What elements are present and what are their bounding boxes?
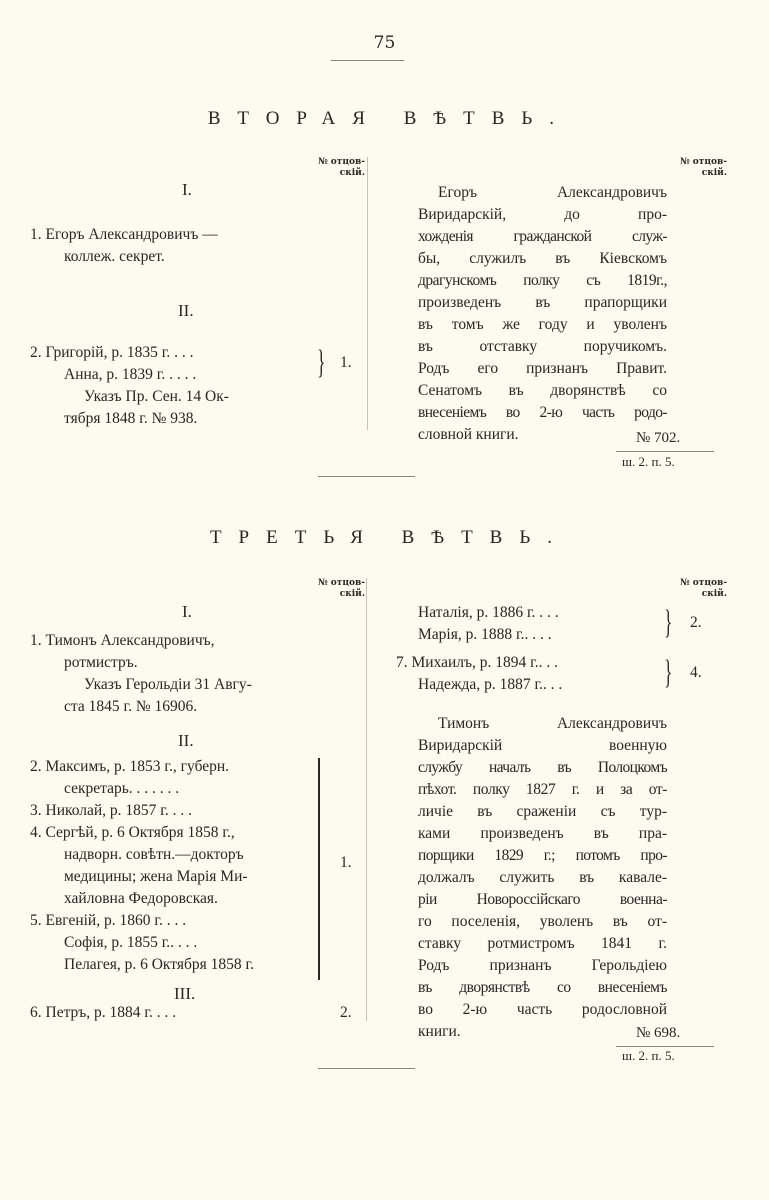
column-divider — [367, 157, 368, 430]
entry-line: 2. Григорій, р. 1835 г. . . . — [30, 344, 194, 361]
entry-line: надворн. совѣтн.—докторъ — [64, 846, 244, 863]
column-header-line: № отцов- — [679, 157, 727, 167]
entry-line: коллеж. секрет. — [64, 248, 165, 265]
paragraph-line: въ отставку поручикомъ. — [418, 338, 667, 355]
generation-heading: II. — [178, 301, 194, 320]
paragraph-line: хожденія гражданской служ- — [418, 228, 667, 245]
entry-line: медицины; жена Марія Ми- — [64, 868, 248, 885]
brace-icon: } — [317, 344, 326, 381]
section-title-second-branch: ВТОРАЯ ВѢТВЬ. — [207, 108, 572, 129]
entry-line: ротмистръ. — [64, 654, 138, 671]
paragraph-line: словной книги. — [418, 426, 519, 443]
section-divider — [318, 476, 415, 477]
entry-line: 6. Петръ, р. 1884 г. . . . — [30, 1004, 177, 1021]
entry-line: хайловна Федоровская. — [64, 890, 218, 907]
column-header-right — [655, 578, 727, 600]
biography-paragraph — [418, 713, 667, 1043]
father-number: 2. — [340, 1004, 352, 1021]
father-number: 4. — [690, 664, 702, 681]
paragraph-line: въ томъ же году и уволенъ — [418, 316, 667, 333]
column-header-line: скій. — [701, 168, 727, 178]
paragraph-line: го поселенія, уволенъ въ от- — [418, 913, 667, 930]
generation-heading: III. — [174, 984, 196, 1003]
paragraph-line: драгунскомъ полку съ 1819г., — [418, 272, 667, 289]
column-header-line: № отцов- — [679, 578, 727, 588]
paragraph-line: личіе въ сраженіи съ тур- — [418, 803, 667, 820]
paragraph-line: ріи Новороссійскаго военна- — [418, 891, 667, 908]
generation-heading: I. — [182, 602, 192, 621]
page-number-rule — [331, 60, 404, 61]
paragraph-line: во 2-ю часть родословной — [418, 1001, 667, 1018]
father-number: 2. — [690, 614, 702, 631]
paragraph-line: бы, служилъ въ Кіевскомъ — [418, 250, 667, 267]
entry-line: 5. Евгеній, р. 1860 г. . . . — [30, 912, 187, 929]
paragraph-line: Егоръ Александровичъ — [438, 184, 667, 201]
entry-line: Анна, р. 1839 г. . . . . — [64, 366, 197, 383]
reference-number: № 698. — [636, 1025, 681, 1041]
brace-icon: } — [664, 604, 673, 641]
entry-line: 2. Максимъ, р. 1853 г., губерн. — [30, 758, 230, 775]
column-header-left — [300, 578, 365, 600]
entry-line: 1. Егоръ Александровичъ — — [30, 226, 218, 243]
reference-location: ш. 2. п. 5. — [622, 1048, 675, 1063]
paragraph-line: Родъ признанъ Герольдіею — [418, 957, 667, 974]
reference-rule — [616, 451, 714, 452]
father-number: 1. — [340, 854, 352, 871]
paragraph-line: ставку ротмистромъ 1841 г. — [418, 935, 667, 952]
paragraph-line: произведенъ въ прапорщики — [418, 294, 667, 311]
page-number: 75 — [373, 33, 396, 53]
decree-line: тября 1848 г. № 938. — [64, 410, 198, 427]
entry-line: Пелагея, р. 6 Октября 1858 г. — [64, 956, 254, 973]
column-header-right — [655, 157, 727, 179]
column-header-line: скій. — [701, 589, 727, 599]
column-header-left — [300, 157, 365, 179]
section-title-third-branch: ТРЕТЬЯ ВѢТВЬ. — [209, 527, 570, 548]
column-header-line: № отцов- — [317, 157, 365, 167]
entry-line: 4. Сергѣй, р. 6 Октября 1858 г., — [30, 824, 235, 841]
entry-line: 7. Михаилъ, р. 1894 г.. . . — [396, 654, 559, 671]
reference-number: № 702. — [636, 430, 681, 446]
entry-line: Софія, р. 1855 г.. . . . — [64, 934, 198, 951]
column-header-line: № отцов- — [317, 578, 365, 588]
paragraph-line: Виридарскій военную — [418, 737, 667, 754]
paragraph-line: Сенатомъ въ дворянствѣ со — [418, 382, 667, 399]
paragraph-line: книги. — [418, 1023, 461, 1040]
paragraph-line: въ дворянствѣ со внесеніемъ — [418, 979, 667, 996]
generation-heading: I. — [182, 180, 192, 199]
generation-heading: II. — [178, 731, 194, 750]
entry-line: Марія, р. 1888 г.. . . . — [418, 626, 552, 643]
brace-icon: } — [664, 654, 673, 691]
paragraph-line: пѣхот. полку 1827 г. и за от- — [418, 781, 667, 798]
paragraph-line: Родъ его признанъ Правит. — [418, 360, 667, 377]
reference-rule — [616, 1046, 714, 1047]
decree-line: Указъ Пр. Сен. 14 Ок- — [84, 388, 229, 405]
paragraph-line: ками произведенъ въ пра- — [418, 825, 667, 842]
brace-icon — [318, 758, 320, 980]
generation-entries — [30, 756, 254, 976]
paragraph-line: Тимонъ Александровичъ — [438, 715, 667, 732]
reference-location: ш. 2. п. 5. — [622, 454, 675, 469]
paragraph-line: внесеніемъ во 2-ю часть родо- — [418, 404, 667, 421]
column-header-line: скій. — [339, 589, 365, 599]
column-header-line: скій. — [339, 168, 365, 178]
father-number: 1. — [340, 354, 352, 371]
entry-line: Наталія, р. 1886 г. . . . — [418, 604, 559, 621]
decree-line: ста 1845 г. № 16906. — [64, 698, 198, 715]
paragraph-line: Виридарскій, до про- — [418, 206, 667, 223]
paragraph-line: службу началъ въ Полоцкомъ — [418, 759, 667, 776]
entry-line: 3. Николай, р. 1857 г. . . . — [30, 802, 193, 819]
entry-line: 1. Тимонъ Александровичъ, — [30, 632, 215, 649]
entry-line: секретарь. . . . . . . — [64, 780, 180, 797]
entry-line: Надежда, р. 1887 г.. . . — [418, 676, 563, 693]
column-divider — [366, 578, 367, 1021]
biography-paragraph — [418, 182, 667, 446]
decree-line: Указъ Герольдіи 31 Авгу- — [84, 676, 252, 693]
paragraph-line: порщики 1829 г.; потомъ про- — [418, 847, 667, 864]
paragraph-line: должалъ служить въ кавале- — [418, 869, 667, 886]
section-divider — [318, 1068, 415, 1069]
